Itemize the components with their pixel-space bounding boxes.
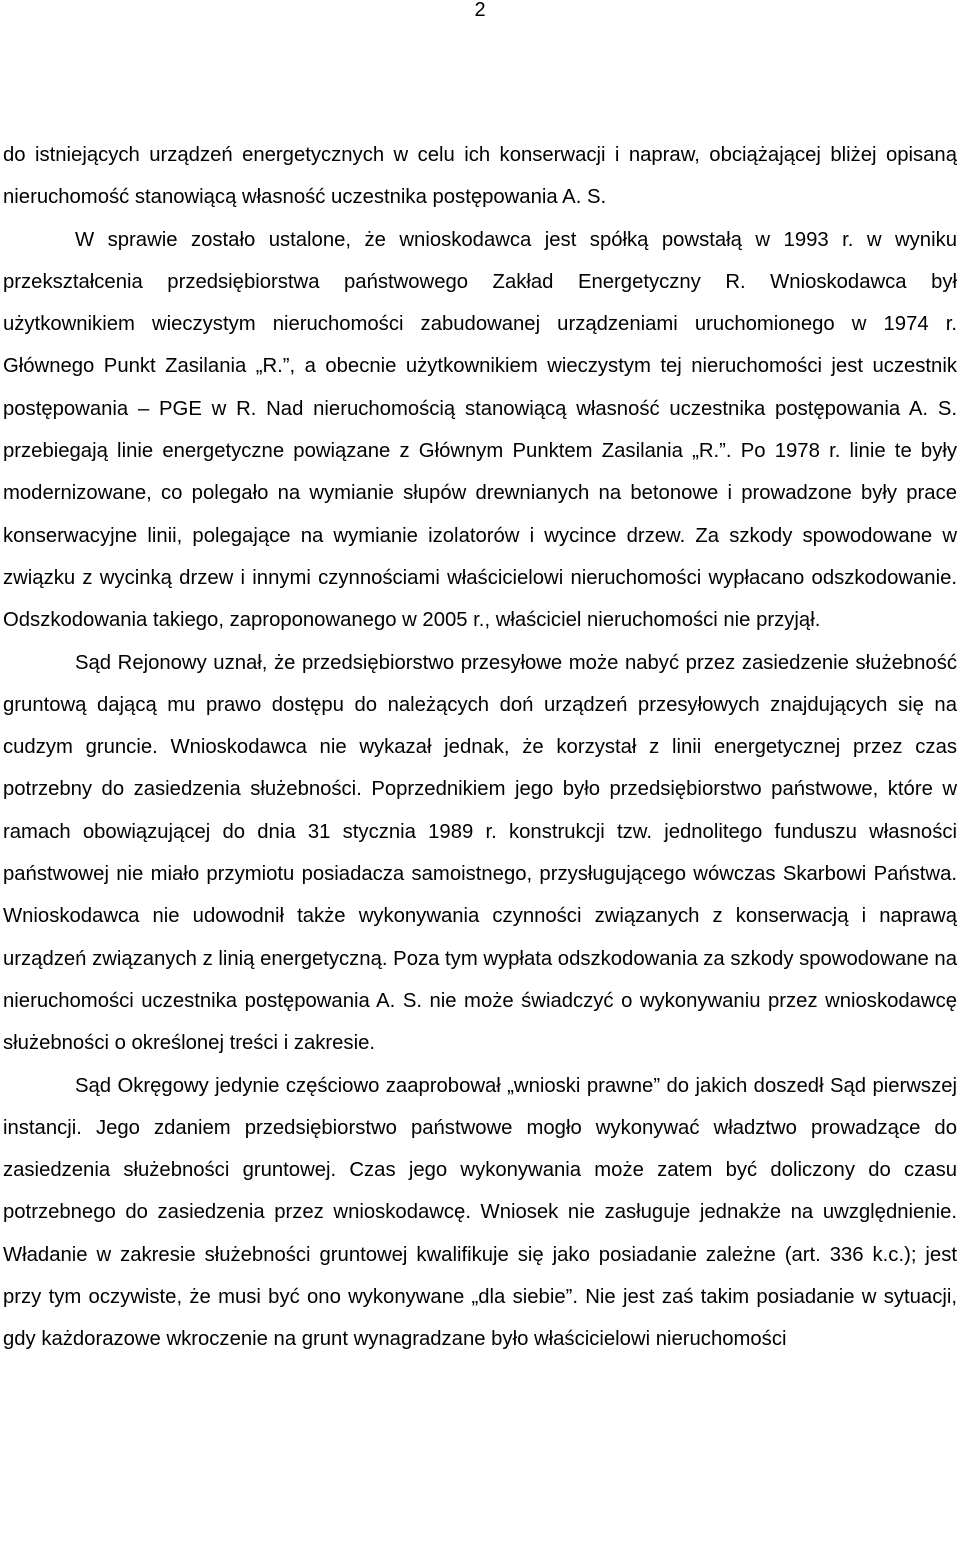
document-body bbox=[3, 134, 957, 1361]
paragraph-continuation: do istniejących urządzeń energetycznych w celu ich konserwacji i napraw, obciążającej bliżej opisaną nieruchomość stanowiącą własność uczestnika postępowania A. S. bbox=[3, 144, 957, 209]
paragraph-district-court: Sąd Rejonowy uznał, że przedsiębiorstwo przesyłowe może nabyć przez zasiedzenie służebność gruntową dającą mu prawo dostępu do należących doń urządzeń przesyłowych znajdujących się na cudzym gruncie. Wnioskodawca nie wykazał jednak, że korzystał z linii energetycznej przez czas potrzebny do zasiedzenia służebności. Poprzednikiem jego było przedsiębiorstwo państwowe, które w ramach obowiązującej do dnia 31 stycznia 1989 r. konstrukcji tzw. jednolitego funduszu własności państwowej nie miało przymiotu posiadacza samoistnego, przysługującego wówczas Skarbowi Państwa. Wnioskodawca nie udowodnił także wykonywania czynności związanych z konserwacją i naprawą urządzeń związanych z linią energetyczną. Poza tym wypłata odszkodowania za szkody spowodowane na nieruchomości uczestnika postępowania A. S. nie może świadczyć o wykonywaniu przez wnioskodawcę służebności o określonej treści i zakresie. bbox=[3, 651, 957, 1055]
paragraph-regional-court: Sąd Okręgowy jedynie częściowo zaaprobował „wnioski prawne” do jakich doszedł Sąd pierwszej instancji. Jego zdaniem przedsiębiorstwo państwowe mogło wykonywać władztwo prowadzące do zasiedzenia służebności gruntowej. Czas jego wykonywania może zatem być doliczony do czasu potrzebnego do zasiedzenia przez wnioskodawcę. Wniosek nie zasługuje jednakże na uwzględnienie. Władanie w zakresie służebności gruntowej kwalifikuje się jako posiadanie zależne (art. 336 k.c.); jest przy tym oczywiste, że musi być ono wykonywane „dla siebie”. Nie jest zaś takim posiadanie w sytuacji, gdy każdorazowe wkroczenie na grunt wynagradzane było właścicielowi nieruchomości bbox=[3, 1074, 957, 1351]
page-number: 2 bbox=[474, 0, 486, 21]
paragraph-facts: W sprawie zostało ustalone, że wnioskodawca jest spółką powstałą w 1993 r. w wyniku przekształcenia przedsiębiorstwa państwowego Zakład Energetyczny R. Wnioskodawca był użytkownikiem wieczystym nieruchomości zabudowanej urządzeniami uruchomionego w 1974 r. Głównego Punkt Zasilania „R.”, a obecnie użytkownikiem wieczystym tej nieruchomości jest uczestnik postępowania – PGE w R. Nad nieruchomością stanowiącą własność uczestnika postępowania A. S. przebiegają linie energetyczne powiązane z Głównym Punktem Zasilania „R.”. Po 1978 r. linie te były modernizowane, co polegało na wymianie słupów drewnianych na betonowe i prowadzone były prace konserwacyjne linii, polegające na wymianie izolatorów i wycince drzew. Za szkody spowodowane w związku z wycinką drzew i innymi czynnościami właścicielowi nieruchomości wypłacano odszkodowanie. Odszkodowania takiego, zaproponowanego w 2005 r., właściciel nieruchomości nie przyjął. bbox=[3, 228, 957, 632]
